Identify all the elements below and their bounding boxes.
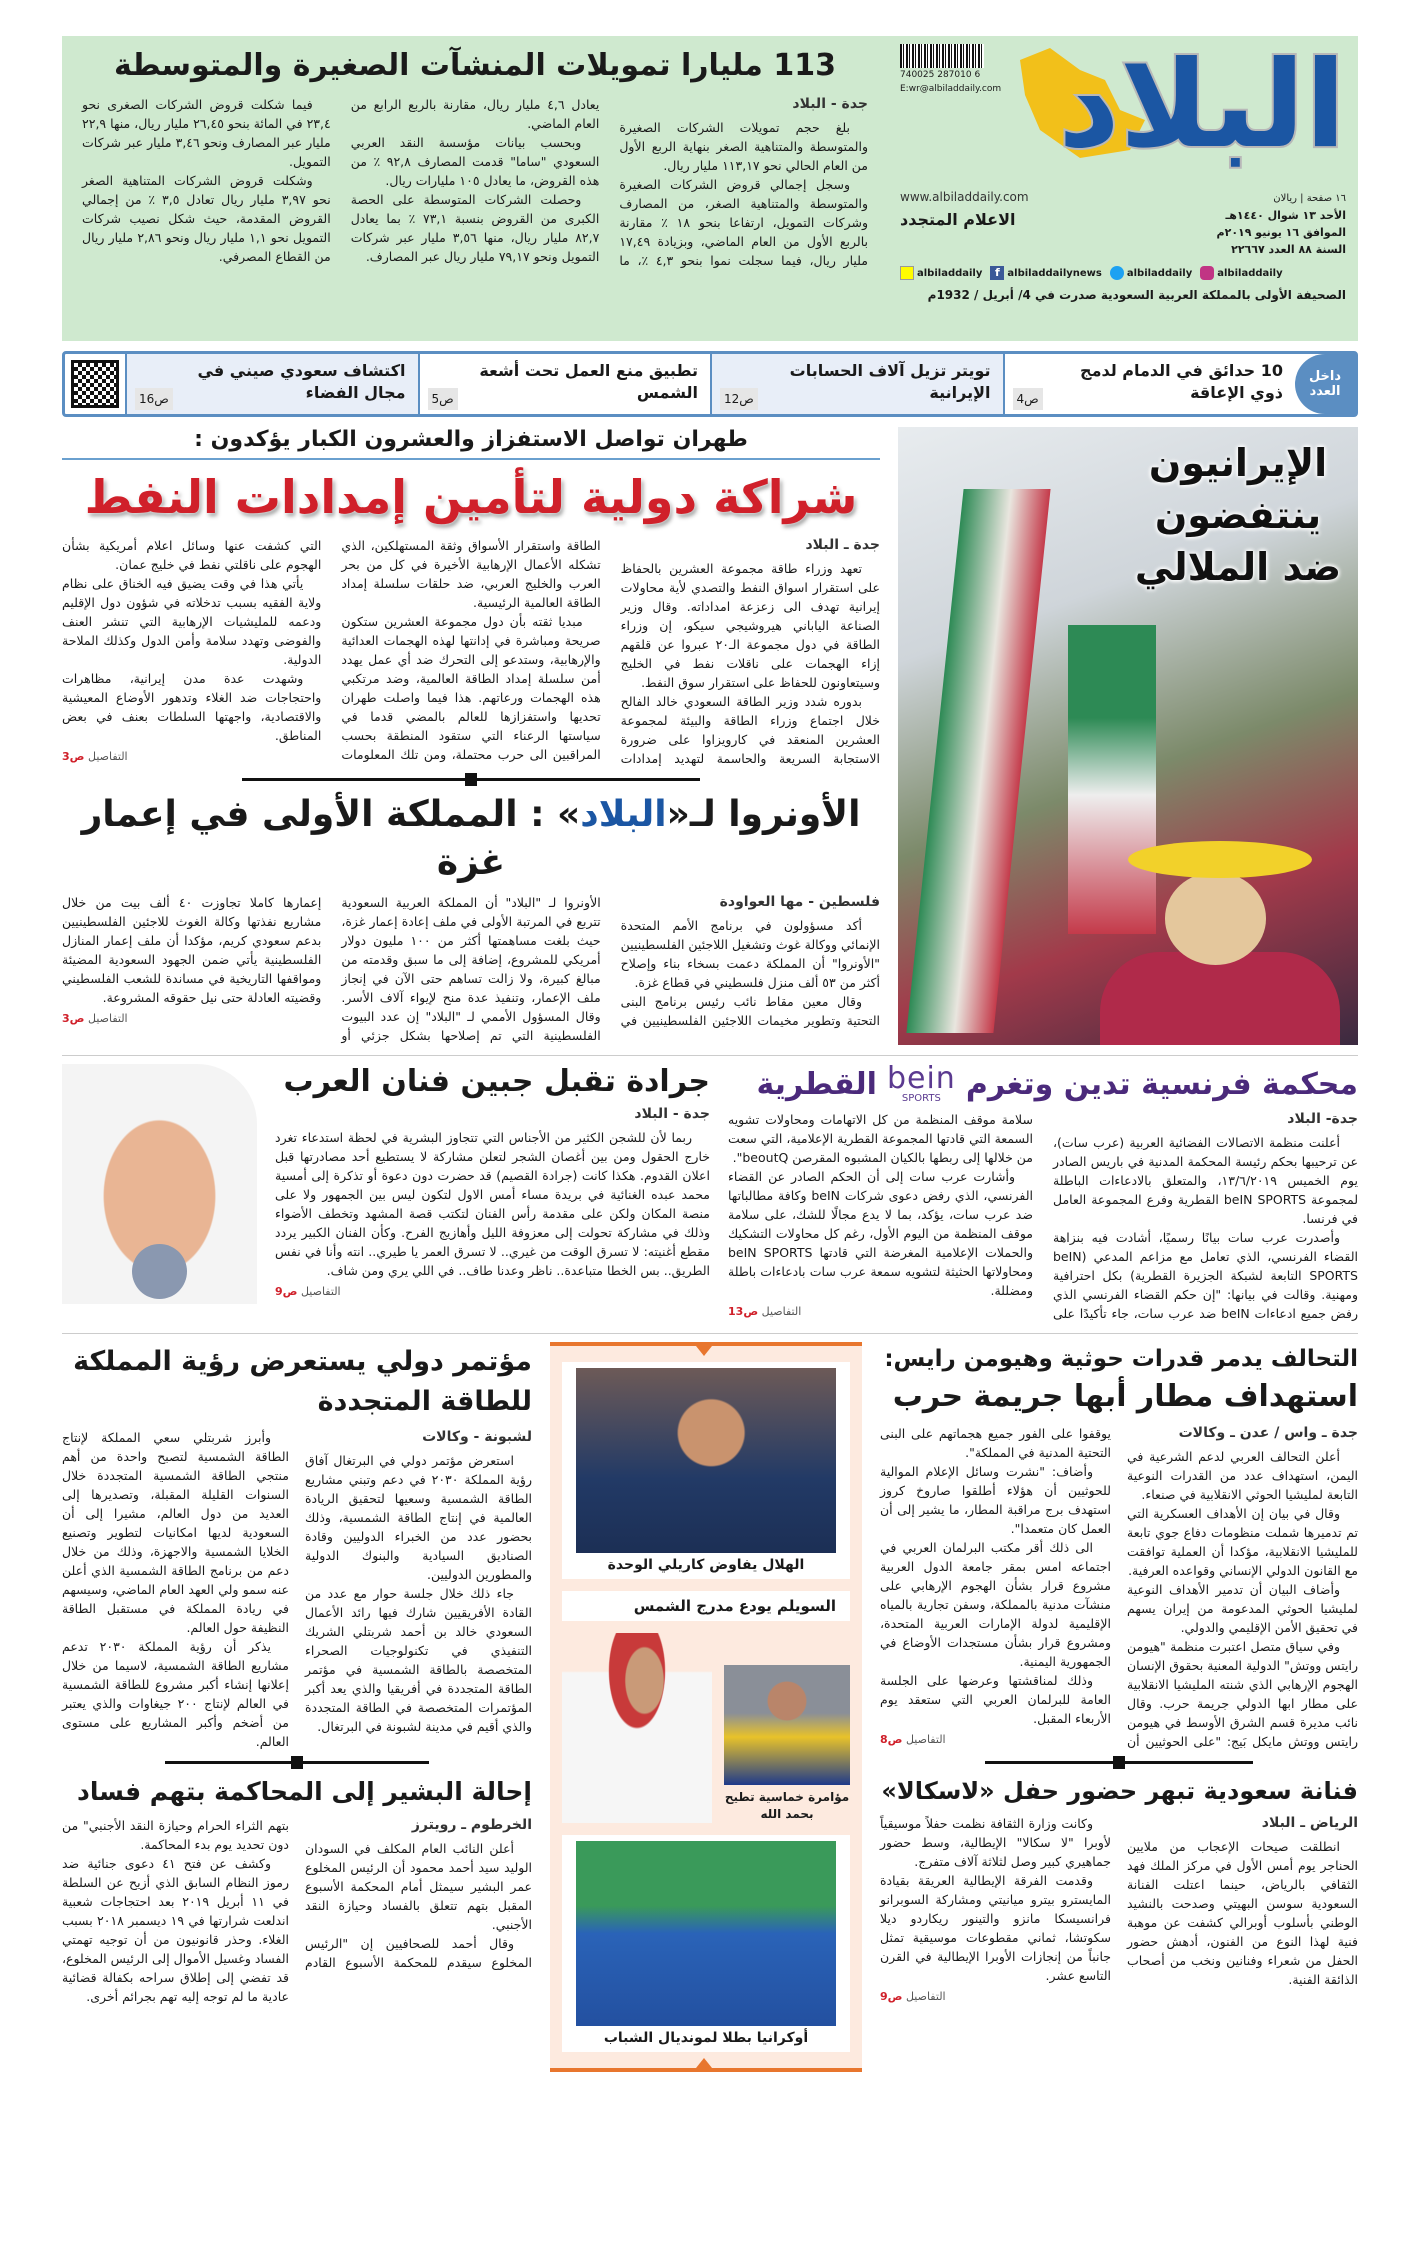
jarada-headline[interactable]: جرادة تقبل جبين فنان العرب [283,1064,710,1099]
sports-photo-pair [562,1633,850,1823]
lascala-headline[interactable]: فنانة سعودية تبهر حضور حفل «لاسكالا» [881,1777,1358,1805]
lower-rows [62,1333,1358,2072]
social-snapchat[interactable]: albiladdaily [900,266,982,280]
arrow-down-icon [696,1346,712,1364]
inside-label: داخل العدد [1295,354,1355,414]
inside-issue-bar [62,351,1358,417]
sports-caption: أوكرانيا بطلا لمونديال الشباب [603,2030,809,2046]
sports-caption: الهلال يفاوض كاريلي الوحدة [607,1557,805,1573]
bashir-headline[interactable]: إحالة البشير إلى المحاكمة بتهم فساد [77,1777,532,1806]
barcode [900,44,984,68]
energy-body: لشبونة - وكالات استعرض مؤتمر دولي في البرتغال آفاق رؤية المملكة ٢٠٣٠ في دعم وتبني مشاريع الطاقة الشمسية وسعيها لتحقيق الريادة العالمية في إنتاج الطاقة الشمسية، وذلك بحضور عدد من الخبراء الدوليين وقادة الصناديق السيادية والبنوك الدولية والمطورين الدوليين. جاء ذلك خلال جلسة حوار مع عدد من القادة الأفريقيين شارك فيها رائد الأعمال السعودي خالد بن أحمد شربتلي الشريك التنفيذي في تكنولوجيات الصحراء المتخصصة بالطاقة الشمسية في مؤتمر الطاقة المتجددة في أفريقيا والذي يعد أكبر المؤتمرات المتخصصة في الطاقة المتجددة والذي أقيم في مدينة لشبونة في البرتغال. وأبرز شربتلي سعي المملكة لإنتاج الطاقة الشمسية لتصبح واحدة من أهم منتجي الطاقة الشمسية المتجددة خلال السنوات القليلة المقبلة، وتصديرها إلى العديد من دول العالم، مشيرا إلى أن السعودية لديها امكانيات لتطوير وتصنيع الخلايا الشمسية والاجهزة، وذلك من خلال دعم من برنامج الطاقة الشمسية الذي أعلن عنه سمو ولي العهد العام الماضي، وسيسهم في ريادة المملكة في مستقبل الطاقة النظيفة حول العالم. يذكر أن رؤية المملكة ٢٠٣٠ تدعم مشاريع الطاقة الشمسية، لاسيما من خلال إعلانها إنشاء أكبر مشروع للطاقة الشمسية في العالم لإنتاج ٢٠٠ جيغاوات والذي يعتبر من أضخم وأكبر المشاريع على مستوى العالم. [62,1429,533,1749]
lead-body: جدة ـ البلاد تعهد وزراء طاقة مجموعة العشرين بالحفاظ على استقرار اسواق النفط والتصدي لأية محاولات إيرانية تهدف الى زعزعة امداداته. وقال وزير الصناعة الياباني هيروشيجي سيكو، إن وزراء الطاقة في دول مجموعة الـ٢٠ عبروا عن قلقهم إزاء الهجمات على ناقلات نفط في الخليج وسيتعاونون للحفاظ على استقرار سوق النفط. بدوره شدد وزير الطاقة السعودي خالد الفالح خلال اجتماع وزراء الطاقة والبيئة لمجموعة العشرين المنعقد في كارويزاوا على ضرورة الاستجابة السريعة والحاسمة لتهديد إمدادات الطاقة واستقرار الأسواق وثقة المستهلكين، الذي تشكله الأعمال الإرهابية الأخيرة في كل من بحر العرب والخليج العربي، ضد حلقات سلسلة إمداد الطاقة العالمية الرئيسية. مبديا ثقته بأن دول مجموعة العشرين ستكون صريحة ومباشرة في إدانتها لهذه الهجمات العدائية والإرهابية، وستدعو إلى التحرك ضد أي عمل يهدد أمن سلسلة إمداد الطاقة العالمية، وضد مرتكبي هذه الهجمات ورعاتهم. هذا فيما واصلت طهران تحديها واستفزازها للعالم بالمضي قدما في سياستها الرعناء التي ستقود المنطقة بحسب المراقبين الى حرب محتملة، ومن تلك المعلومات التي كشفت عنها وسائل اعلام أمريكية بشأن الهجوم على ناقلتي نفط في خليج عمان. يأتي هذا في وقت يضيق فيه الخناق على نظام ولاية الفقيه بسبب تدخلاته في شؤون دول الإقليم ودعمه للمليشيات الإرهابية التي تنشر العنف والفوضى وتهدد سلامة وأمن الدول وكذلك الملاحة الدولية. وشهدت عدة مدن إيرانية، مظاهرات واحتجاجات ضد الغلاء وتدهور الأوضاع المعيشية والاقتصادية، واجهتها السلطات بعنف في بعض المناطق. التفاصيل ص3 [62,537,880,766]
qr-code-icon[interactable] [65,354,125,414]
arrow-up-icon [696,2050,712,2068]
price: ١٦ صفحة | ريالان [1273,193,1346,204]
logo: البلاد [1058,36,1346,175]
snapchat-icon [900,266,914,280]
top-story-headline[interactable]: 113 مليارا تمويلات المنشآت الصغيرة والمتوسطة [114,48,836,83]
top-story [62,36,888,341]
jarada-body: جدة - البلاد ربما لأن للشجن الكثير من الأجناس التي تتجاوز البشرية في لحظة استدعاء تغرد خارج الحقول ومن بين أغصان الشجر لتعلن مشاركة لا يستطيع أحد مصادرتها قبل اعلان القدوم. هكذا كانت (جرادة القصيم) قد حضرت دون دعوة أو تذكرة إلى أمسية محمد عبده الغنائية في بريدة مساء أمس الاول لتكون ليس بين الجمهور ولا على منصة المكان ولكن على مقدمة رأس الفنان لتكتب قصة المشهد وتخطف الأضواء وذلك في مشاركة تحولت إلى معزوفة الليل وأهازيج الفرح. وكأن الفنان الكبير يردد مقطع أغنيته: لا تسرق الوقت من غيري.. لا تسرق العمر يا طيري.. انته وأنا في نفس الطريق.. بس الخطا متباعدة.. ناظر وعدنا طاف.. في اللي يري ومن شاف. التفاصيل ص9 [275,1105,710,1301]
sports-item[interactable] [562,1591,850,1621]
page-ref: ص16 [135,388,173,410]
singer-photo [62,1064,257,1304]
inside-item[interactable]: تويتر تزيل آلاف الحسابات الإيرانية ص12 [710,354,1003,414]
details-link[interactable]: التفاصيل ص3 [62,1012,128,1025]
instagram-icon [1200,266,1214,280]
iranian-protest-photo [898,427,1358,1045]
page-ref: ص4 [1013,388,1043,410]
twitter-icon [1110,266,1124,280]
lascala-body: الرياض ـ البلاد انطلقت صيحات الإعجاب من ملايين الحناجر يوم أمس الأول في مركز الملك فهد الثقافي بالرياض، حينما اعتلت الفنانة السعودية سوسن البهيتي وصدحت بالنشيد الوطني بأسلوب أوبرالي كشفت عن موهبة فنية لهذا النوع من الفنون، أدهش حضور الحفل من شعراء وفنانين ونخب من أصحاب الذائقة الفنية. وكانت وزارة الثقافة نظمت حفلاً موسيقياً لأوبرا "لا سكالا" الإيطالية، وسط حضور جماهيري كبير وصل لثلاثة آلاف متفرج. وقدمت الفرقة الإيطالية العريقة بقيادة المايسترو بيترو ميانيتي ومشاركة السوبرانو فرانسيسكا مانزو والتينور ريكاردو ديلا سكوتشا، ثماني مقطوعات موسيقية تمثل جانباً من إنجازات الأوبرا الإيطالية في القرن التاسع عشر. التفاصيل ص9 [880,1814,1358,2006]
ukraine-team-photo [576,1841,836,2026]
lead-headline[interactable]: شراكة دولية لتأمين إمدادات النفط [84,470,858,524]
masthead-brand [888,36,1358,341]
lead-column [62,427,880,1045]
bein-body: جدة- البلاد أعلنت منظمة الاتصالات الفضائية العربية (عرب سات)، عن ترحيبها بحكم رئيسة المحكمة المدنية في باريس الصادر يوم الخميس ١٣/٦/٢٠١٩، والمتعلق بالادعاءات الباطلة لمجموعة beIN SPORTS القطرية وفرع المجموعة العامل في فرنسا. وأصدرت عرب سات بيانًا رسميًا، أشادت فيه بنزاهة القضاء الفرنسي، الذي تعامل مع مزاعم المدعي (beIN SPORTS التابعة لشبكة الجزيرة القطرية) بكل احترافية ومهنية. وقالت في بيانها: "إن حكم القضاء الفرنسي الذي رفض جميع ادعاءات beIN ضد عرب سات، جاء تأكيدًا على سلامة موقف المنظمة من كل الاتهامات ومحاولات تشويه السمعة التي قادتها المجموعة القطرية الإعلامية، التي سعت من خلالها إلى ربطها بالكيان المشبوه المقرصن beoutQ". وأشارت عرب سات إلى أن الحكم الصادر عن القضاء الفرنسي، الذي رفض دعوى شركات beIN وكافة مطالباتها ضد عرب سات، يؤكد، بما لا يدع مجالًا للشك، على سلامة موقف المنظمة من اليوم الأول، رغم كل محاولات التشكيك والحملات الإعلامية المغرضة التي قادتها beIN SPORTS ومحاولاتها الحثيثة لتشويه سمعة عرب سات بادعاءات باطلة ومضللة. التفاصيل ص13 [728,1111,1359,1321]
logo-area [900,36,1346,186]
email: E:wr@albiladdaily.com [900,84,1002,94]
social-instagram[interactable]: albiladdaily [1200,266,1282,280]
front-page [62,36,1358,2072]
date-block [1217,190,1346,258]
unrwa-headline[interactable]: الأونروا لـ«البلاد» : المملكة الأولى في إعمار غزة [81,794,861,883]
jarada-story [275,1064,710,1323]
issue-number: السنة ٨٨ العدد ٢٢٦٦٧ [1231,243,1346,256]
coalition-body: جدة ـ واس / عدن ـ وكالات أعلن التحالف العربي لدعم الشرعية في اليمن، استهداف عدد من القدرات النوعية التابعة لمليشيا الحوثي الانقلابية في صنعاء. وقال في بيان إن الأهداف العسكرية التي تم تدميرها شملت منظومات دفاع جوي تابعة للمليشيا الانقلابية، مؤكدا أن العملية توافقت مع القانون الدولي الإنساني وقواعده العرفية. وأضاف البيان أن تدمير الأهداف النوعية لمليشيا الحوثي المدعومة من إيران يسهم في تحقيق الأمن الإقليمي والدولي. وفي سياق متصل اعتبرت منظمة "هيومن رايتس ووتش" الدولية المعنية بحقوق الإنسان الهجوم الإرهابي الذي شنته المليشيا الانقلابية على مطار ابها الدولي جريمة حرب. وقال نائب مديرة قسم الشرق الأوسط في هيومن رايتس ووتش مايكل بَيج: "على الحوثيين أن يوقفوا على الفور جميع هجماتهم على البنى التحتية المدنية في المملكة". وأضاف: "نشرت وسائل الإعلام الموالية للحوثيين أن هؤلاء أطلقوا صاروخ كروز استهدف برج مراقبة المطار، ما يشير إلى أن العمل كان متعمدا". الى ذلك أقر مكتب البرلمان العربي في اجتماعه امس بمقر جامعة الدول العربية مشروع قرار بشأن الهجوم الإرهابي على منشآت مدنية بالمملكة، وسفن تجارية بالمياه الإقليمية لدولة الإمارات العربية المتحدة، ومشروع قرار بشأن مستجدات الأوضاع في الجمهورية اليمنية. وذلك لمناقشتها وعرضها على الجلسة العامة للبرلمان العربي التي ستعقد يوم الأربعاء المقبل. التفاصيل ص8 [880,1425,1358,1749]
masthead-info [900,190,1346,258]
details-link[interactable]: التفاصيل ص13 [728,1305,802,1318]
second-row [62,1055,1358,1323]
founding-line: الصحيفة الأولى بالمملكة العربية السعودية صدرت في 4/ أبريل / 1932م [927,288,1346,302]
website[interactable]: www.albiladdaily.com [900,190,1029,204]
divider [165,1761,428,1764]
top-story-body: جدة - البلاد بلغ حجم تمويلات الشركات الصغيرة والمتوسطة والمتناهية الصغر بنهاية الربع الأول من العام الحالي نحو ١١٣,١٧ مليار ريال. وسجل إجمالي قروض الشركات الصغيرة والمتوسطة والمتناهية الصغر، من المصارف وشركات التمويل، ارتفاعا بنحو ١٨ ٪ مقارنة بالربع الأول من العام الماضي، وبزيادة ١٧,٤٩ مليار ريال، فيما سجلت نموا بنحو ٤,٣ ٪، ما يعادل ٤,٦ مليار ريال، مقارنة بالربع الرابع من العام الماضي. وبحسب بيانات مؤسسة النقد العربي السعودي "ساما" قدمت المصارف ٩٢,٨ ٪ من هذه القروض، ما يعادل ١٠٥ مليارات ريال. وحصلت الشركات المتوسطة على الحصة الكبرى من القروض بنسبة ٧٣,١ ٪ بما يعادل ٨٢,٧ مليار ريال، منها ٣,٥٦ مليار عبر شركات التمويل ونحو ٧٩,١٧ مليار ريال عبر المصارف. فيما شكلت قروض الشركات الصغرى نحو ٢٣,٤ في المائة بنحو ٢٦,٤٥ مليار ريال، منها ٢٢,٩ مليار عبر المصارف ونحو ٣,٤٦ مليار عبر شركات التمويل. وشكلت قروض الشركات المتناهية الصغر نحو ٣,٩٧ مليار ريال تعادل ٣,٥ ٪ من إجمالي القروض المقدمة، حيث شكل نصيب شركات التمويل نحو ١,١ مليار ريال ونحو ٢,٨٦ مليار ريال من القطاع المصرفي. [82,96,868,268]
sports-box [550,1342,862,2072]
bein-story [728,1061,1359,1323]
divider [242,778,700,781]
page-ref: ص5 [428,388,458,410]
page-ref: ص12 [720,388,758,410]
date-hijri: الأحد ١٣ شوال ١٤٤٠هـ [1225,209,1346,222]
details-link[interactable]: التفاصيل ص8 [880,1733,946,1746]
inside-item[interactable]: اكتشاف سعودي صيني في مجال الفضاء ص16 [125,354,418,414]
barcode-number: 6 287010 740025 [900,70,981,80]
sports-item[interactable] [562,1835,850,2052]
bein-headline[interactable]: محكمة فرنسية تدين وتغرم bein SPORTS القطرية [756,1061,1358,1104]
sports-item[interactable] [724,1665,850,1823]
lead-kicker: طهران تواصل الاستفزاز والعشرون الكبار يؤكدون : [62,427,880,460]
date-gregorian: الموافق ١٦ يونيو ٢٠١٩م [1216,226,1346,239]
social-twitter[interactable]: albiladdaily [1110,266,1192,280]
details-link[interactable]: التفاصيل ص9 [880,1990,946,2003]
social-links [900,266,1346,280]
hamdallah-photo [724,1665,850,1785]
slogan: الاعلام المتجدد [900,210,1016,229]
left-column [62,1342,532,2072]
coach-photo [576,1368,836,1553]
sports-caption: مؤامرة خماسية تطيح بحمد الله [724,1790,850,1821]
right-column [880,1342,1358,2072]
facebook-icon: f [990,266,1004,280]
photo-headline[interactable]: الإيرانيون ينتفضون ضد الملالي [1134,441,1342,589]
sports-item[interactable] [562,1362,850,1579]
unrwa-body: فلسطين - مها العواودة أكد مسؤولون في برنامج الأمم المتحدة الإنمائي ووكالة غوث وتشغيل اللاجئين الفلسطينيين "الأونروا" أن المملكة دعمت بسخاء بناء وإصلاح أكثر من ٥٣ ألف منزل فلسطيني في قطاع غزة. وقال معين مقاط نائب رئيس برنامج البنى التحتية وتطوير مخيمات اللاجئين الفلسطينيين في الأونروا لـ "البلاد" أن المملكة العربية السعودية تتربع في المرتبة الأولى في ملف إعادة إعمار غزة، حيث بلغت مساهمتها أكثر من ١٠٠ مليون دولار أمريكي للمشروع، إضافة إلى ما سبق وقدمته من مبالغ كبيرة، ولا زالت تساهم حتى الآن في إنجاز ملف الإعمار، وتنفيذ عدة منح لإيواء آلاف الأسر. وقال المسؤول الأممي لـ "البلاد" إن عدد البيوت الفلسطينية التي تم إصلاحها بشكل جزئي أو إعمارها كاملا تجاوزت ٤٠ ألف بيت من خلال مشاريع نفذتها وكالة الغوث للاجئين الفلسطينيين بدعم سعودي كريم، مؤكدا أن ملف إعمار المنازل الفلسطينية يأتي ضمن الجهود السعودية المضيئة ومواقفها التاريخية في مساندة للشعب الفلسطيني وقضيته العادلة حتى نيل حقوقه المشروعة. التفاصيل ص3 [62,894,880,1043]
inside-item[interactable]: تطبيق منع العمل تحت أشعة الشمس ص5 [418,354,711,414]
site-block [900,190,1029,229]
lead-row [62,427,1358,1045]
bashir-body: الخرطوم ـ رويترز أعلن النائب العام المكلف في السودان الوليد سيد أحمد محمود أن الرئيس المخلوع عمر البشير سيمثل أمام المحكمة الأسبوع المقبل بتهم تتعلق بالفساد وحيازة النقد الأجنبي. وقال أحمد للصحافيين إن "الرئيس المخلوع سيقدم للمحكمة الأسبوع القادم بتهم الثراء الحرام وحيازة النقد الأجنبي" من دون تحديد يوم بدء المحاكمة. وكشف عن فتح ٤١ دعوى جنائية ضد رموز النظام السابق الذي أزيح عن السلطة في ١١ أبريل ٢٠١٩ بعد احتجاجات شعبية اندلعت شرارتها في ١٩ ديسمبر ٢٠١٨ بسبب الغلاء. وحذر قانونيون من أن توجيه تهمتي الفساد وغسيل الأموال إلى الرئيس المخلوع، قد تفضي إلى إطلاق سراحه بكفالة قضائية عادية ما لم توجه إليه تهم بجرائم أخرى. [61,1817,532,2004]
coalition-headline[interactable]: التحالف يدمر قدرات حوثية وهيومن رايس: استهداف مطار أبها جريمة حرب [884,1346,1358,1414]
details-link[interactable]: التفاصيل ص9 [275,1285,341,1298]
details-link[interactable]: التفاصيل ص3 [62,750,128,763]
masthead [62,36,1358,341]
albilad-inline-logo: البلاد [580,794,667,835]
inside-item[interactable]: 10 حدائق في الدمام لدمج ذوي الإعاقة ص4 [1003,354,1296,414]
byline: جدة - البلاد [792,96,868,112]
divider [985,1761,1253,1764]
energy-headline[interactable]: مؤتمر دولي يستعرض رؤية المملكة للطاقة المتجددة [73,1346,532,1417]
bein-sports-logo: bein SPORTS [886,1061,956,1104]
social-facebook[interactable]: f albiladdailynews [990,266,1101,280]
sports-caption: السويلم يودع مدرج الشمس [633,1597,836,1615]
suwailem-photo [562,1633,712,1823]
